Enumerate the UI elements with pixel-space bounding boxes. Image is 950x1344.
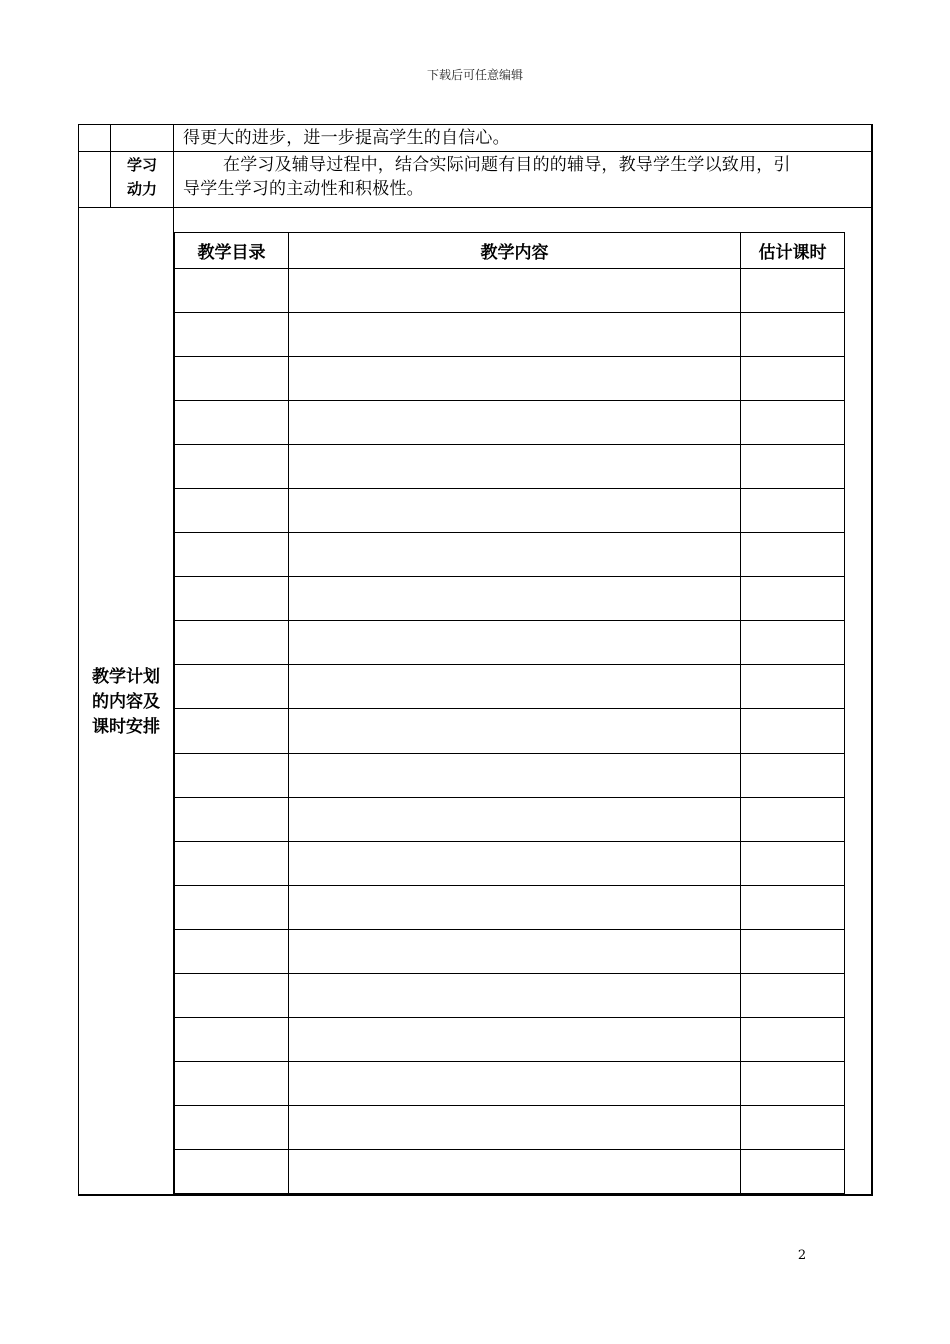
table-row [175, 313, 845, 357]
hours-cell[interactable] [741, 269, 845, 313]
catalog-cell[interactable] [175, 709, 289, 753]
plan-label-line: 教学计划 [92, 667, 160, 687]
hours-cell[interactable] [741, 533, 845, 577]
content-cell[interactable] [289, 401, 741, 445]
content-cell[interactable] [289, 621, 741, 665]
column-header-content: 教学内容 [289, 233, 741, 269]
motivation-label-line: 学习 [126, 156, 157, 174]
catalog-cell[interactable] [175, 269, 289, 313]
content-cell[interactable] [289, 1105, 741, 1149]
content-cell[interactable] [289, 973, 741, 1017]
table-row [175, 885, 845, 929]
content-cell[interactable] [289, 929, 741, 973]
hours-cell[interactable] [741, 577, 845, 621]
table-row [175, 489, 845, 533]
content-cell[interactable] [289, 269, 741, 313]
table-row [175, 621, 845, 665]
header-note: 下载后可任意编辑 [426, 68, 523, 82]
plan-label-line: 的内容及 [92, 692, 160, 712]
plan-label-line: 课时安排 [92, 717, 160, 737]
table-row [175, 357, 845, 401]
content-cell[interactable] [289, 577, 741, 621]
table-row [175, 1105, 845, 1149]
motivation-text-line: 在学习及辅导过程中，结合实际问题有目的的辅导，教导学生学以致用，引 [223, 155, 791, 175]
table-row [175, 1061, 845, 1105]
catalog-cell[interactable] [175, 753, 289, 797]
catalog-cell[interactable] [175, 533, 289, 577]
table-row [175, 841, 845, 885]
table-row [175, 269, 845, 313]
motivation-label-line: 动力 [126, 180, 157, 198]
hours-cell[interactable] [741, 753, 845, 797]
content-cell[interactable] [289, 885, 741, 929]
catalog-cell[interactable] [175, 1017, 289, 1061]
catalog-cell[interactable] [175, 313, 289, 357]
hours-cell[interactable] [741, 621, 845, 665]
catalog-cell[interactable] [175, 445, 289, 489]
table-row [175, 1149, 845, 1193]
hours-cell[interactable] [741, 357, 845, 401]
motivation-text [183, 153, 867, 201]
schedule-header-row [175, 233, 845, 269]
hours-cell[interactable] [741, 797, 845, 841]
hours-cell[interactable] [741, 1017, 845, 1061]
table-row [175, 1017, 845, 1061]
catalog-cell[interactable] [175, 577, 289, 621]
hours-cell[interactable] [741, 709, 845, 753]
column-header-hours: 估计课时 [741, 233, 845, 269]
content-cell[interactable] [289, 357, 741, 401]
hours-cell[interactable] [741, 445, 845, 489]
table-row [175, 973, 845, 1017]
content-cell[interactable] [289, 489, 741, 533]
schedule-table [174, 232, 845, 1194]
hours-cell[interactable] [741, 885, 845, 929]
hours-cell[interactable] [741, 841, 845, 885]
content-cell[interactable] [289, 1149, 741, 1193]
table-row [175, 753, 845, 797]
content-cell[interactable] [289, 445, 741, 489]
content-cell[interactable] [289, 313, 741, 357]
hours-cell[interactable] [741, 973, 845, 1017]
content-cell[interactable] [289, 753, 741, 797]
catalog-cell[interactable] [175, 621, 289, 665]
schedule-body [175, 269, 845, 1194]
row-divider [79, 207, 872, 208]
teaching-plan-form [78, 124, 873, 1196]
catalog-cell[interactable] [175, 489, 289, 533]
content-cell[interactable] [289, 1061, 741, 1105]
hours-cell[interactable] [741, 401, 845, 445]
catalog-cell[interactable] [175, 929, 289, 973]
catalog-cell[interactable] [175, 1061, 289, 1105]
content-cell[interactable] [289, 533, 741, 577]
table-row [175, 401, 845, 445]
table-row [175, 577, 845, 621]
catalog-cell[interactable] [175, 973, 289, 1017]
hours-cell[interactable] [741, 929, 845, 973]
plan-label [79, 665, 173, 740]
hours-cell[interactable] [741, 1149, 845, 1193]
catalog-cell[interactable] [175, 665, 289, 709]
page-number: 2 [797, 1248, 807, 1263]
content-cell[interactable] [289, 665, 741, 709]
table-row [175, 533, 845, 577]
row-divider [79, 151, 872, 152]
continued-text: 得更大的进步，进一步提高学生的自信心。 [183, 128, 510, 148]
table-row [175, 709, 845, 753]
table-row [175, 445, 845, 489]
content-cell[interactable] [289, 797, 741, 841]
hours-cell[interactable] [741, 665, 845, 709]
hours-cell[interactable] [741, 1105, 845, 1149]
hours-cell[interactable] [741, 313, 845, 357]
motivation-label [111, 153, 173, 201]
motivation-text-line: 导学生学习的主动性和积极性。 [183, 179, 424, 199]
catalog-cell[interactable] [175, 401, 289, 445]
content-cell[interactable] [289, 709, 741, 753]
column-header-catalog: 教学目录 [175, 233, 289, 269]
catalog-cell[interactable] [175, 885, 289, 929]
hours-cell[interactable] [741, 1061, 845, 1105]
table-row [175, 929, 845, 973]
catalog-cell[interactable] [175, 1149, 289, 1193]
hours-cell[interactable] [741, 489, 845, 533]
catalog-cell[interactable] [175, 797, 289, 841]
table-row [175, 797, 845, 841]
catalog-cell[interactable] [175, 1105, 289, 1149]
table-row [175, 665, 845, 709]
catalog-cell[interactable] [175, 357, 289, 401]
catalog-cell[interactable] [175, 841, 289, 885]
content-cell[interactable] [289, 841, 741, 885]
content-cell[interactable] [289, 1017, 741, 1061]
